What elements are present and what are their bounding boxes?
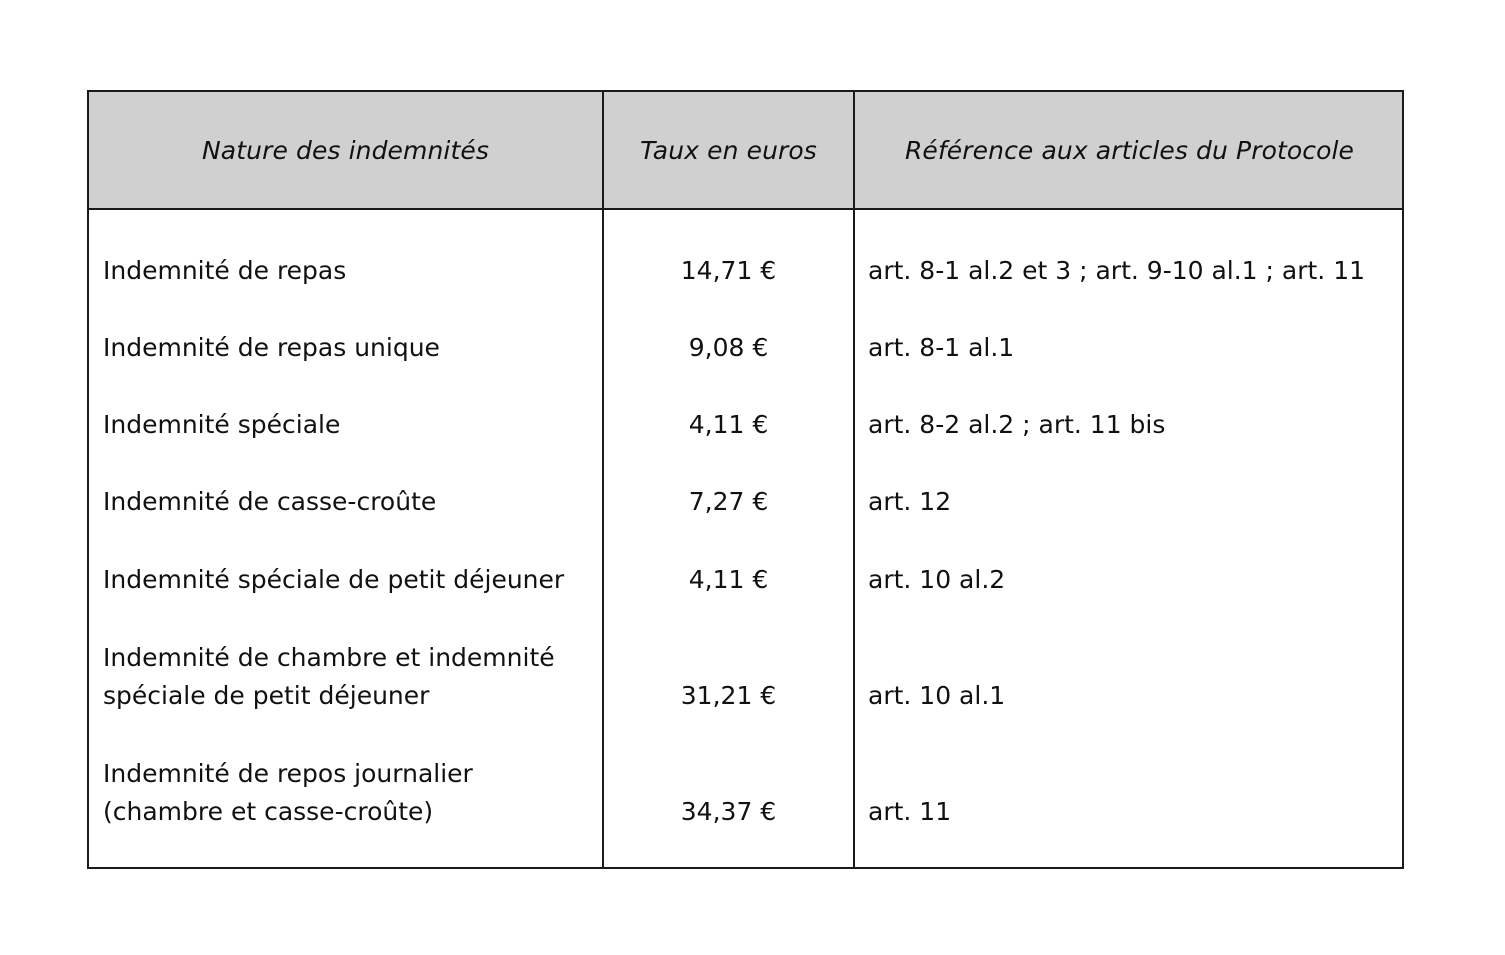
reference-cell: art. 11	[868, 797, 952, 826]
nature-cell: Indemnité de repas	[103, 256, 347, 285]
taux-cell: 34,37 €	[680, 797, 777, 826]
taux-cell: 4,11 €	[688, 410, 769, 439]
reference-cell: art. 10 al.1	[868, 681, 1006, 710]
column-divider	[853, 92, 855, 867]
reference-cell: art. 12	[868, 487, 952, 516]
nature-cell: Indemnité spéciale de petit déjeuner	[103, 565, 565, 594]
nature-cell: Indemnité de chambre et indemnité	[103, 643, 555, 672]
nature-cell-continued: spéciale de petit déjeuner	[103, 681, 430, 710]
header-taux: Taux en euros	[640, 135, 817, 165]
indemnities-table	[87, 90, 1404, 869]
nature-cell: Indemnité de casse-croûte	[103, 487, 437, 516]
nature-cell-continued: (chambre et casse-croûte)	[103, 797, 434, 826]
taux-cell: 31,21 €	[680, 681, 777, 710]
taux-cell: 7,27 €	[688, 487, 769, 516]
nature-cell: Indemnité de repos journalier	[103, 759, 473, 788]
reference-cell: art. 8-1 al.1	[868, 333, 1015, 362]
column-divider	[602, 92, 604, 867]
nature-cell: Indemnité de repas unique	[103, 333, 440, 362]
reference-cell: art. 8-2 al.2 ; art. 11 bis	[868, 410, 1166, 439]
taux-cell: 14,71 €	[680, 256, 777, 285]
nature-cell: Indemnité spéciale	[103, 410, 341, 439]
header-nature: Nature des indemnités	[202, 135, 489, 165]
taux-cell: 4,11 €	[688, 565, 769, 594]
taux-cell: 9,08 €	[688, 333, 769, 362]
reference-cell: art. 8-1 al.2 et 3 ; art. 9-10 al.1 ; art. 11	[868, 256, 1366, 285]
reference-cell: art. 10 al.2	[868, 565, 1006, 594]
header-reference: Référence aux articles du Protocole	[904, 135, 1355, 165]
